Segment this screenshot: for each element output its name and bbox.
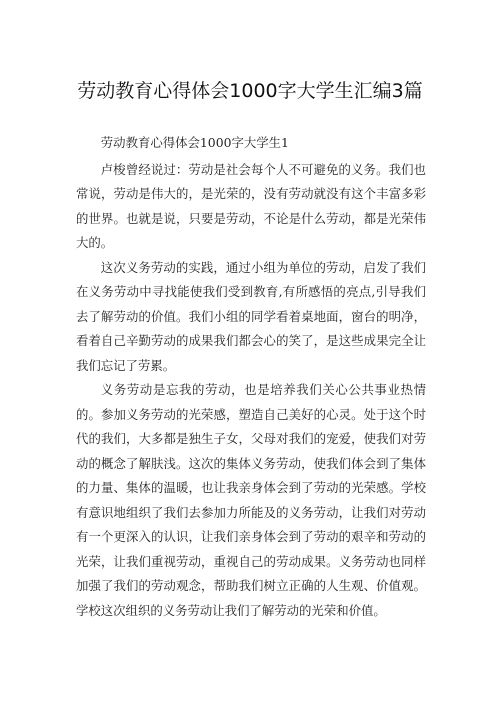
section-subtitle: 劳动教育心得体会1000字大学生1 xyxy=(100,135,289,150)
paragraph-1: 卢梭曾经说过：劳动是社会每个人不可避免的义务。我们也常说，劳动是伟大的，是光荣的，没有劳动就没有这个丰富多彩的世界。也就是说，只要是劳动，不论是什么劳动，都是光荣伟大的。 xyxy=(76,161,426,250)
paragraph-2: 这次义务劳动的实践，通过小组为单位的劳动，启发了我们在义务劳动中寻找能使我们受到教育,有所感悟的亮点,引导我们去了解劳动的价值。我们小组的同学看着桌地面，窗台的明净，看着自己辛勤劳动的成果我们都会心的笑了，是这些成果完全让我们忘记了劳累。 xyxy=(76,259,426,373)
document-title: 劳动教育心得体会1000字大学生汇编3篇 xyxy=(77,80,423,102)
document-body xyxy=(76,131,426,623)
paragraph-3: 义务劳动是忘我的劳动，也是培养我们关心公共事业热情的。参加义务劳动的光荣感，塑造自己美好的心灵。处于这个时代的我们，大多都是独生子女，父母对我们的宠爱，使我们对劳动的概念了解肤浅。这次的集体义务劳动，使我们体会到了集体的力量、集体的温暖，也让我亲身体会到了劳动的光荣感。学校有意识地组织了我们去参加力所能及的义务劳动，让我们对劳动有一个更深入的认识，让我们亲身体会到了劳动的艰辛和劳动的光荣，让我们重视劳动，重视自己的劳动成果。义务劳动也同样加强了我们的劳动观念，帮助我们树立正确的人生观、价值观。学校这次组织的义务劳动让我们了解劳动的光荣和价值。 xyxy=(76,382,426,618)
